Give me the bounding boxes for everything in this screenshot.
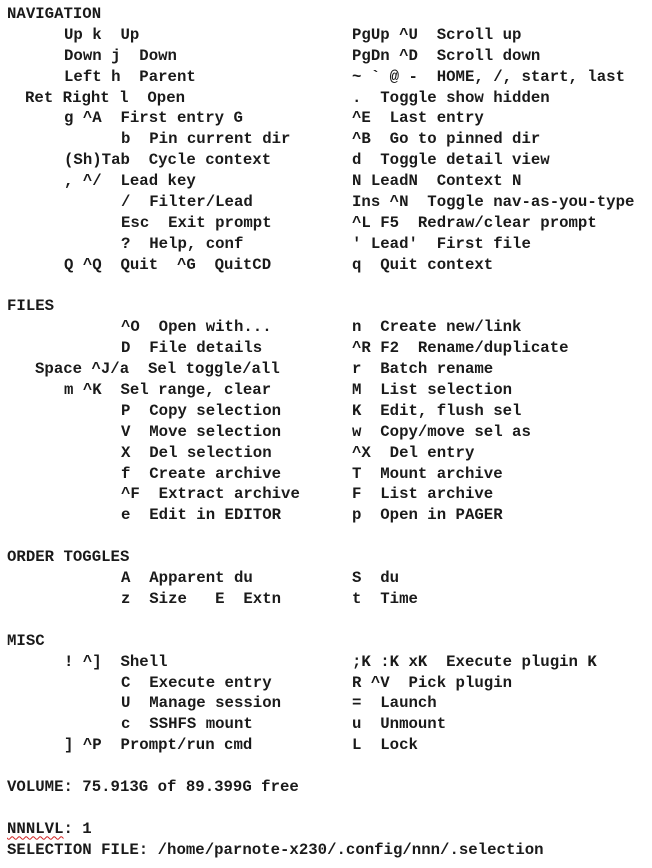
keybinding-row bbox=[0, 484, 652, 505]
keybinding-row bbox=[0, 652, 652, 673]
left-binding: f Create archive bbox=[121, 464, 282, 483]
right-binding: N LeadN Context N bbox=[352, 172, 522, 191]
keybinding-row bbox=[0, 422, 652, 443]
left-binding: , ^/ Lead key bbox=[64, 172, 196, 191]
left-binding: ] ^P Prompt/run cmd bbox=[64, 736, 253, 755]
right-binding: t Time bbox=[352, 589, 418, 608]
right-binding: ;K :K xK Execute plugin K bbox=[352, 652, 597, 671]
left-binding: (Sh)Tab Cycle context bbox=[64, 151, 272, 170]
right-binding: ^X Del entry bbox=[352, 443, 475, 462]
right-binding: r Batch rename bbox=[352, 360, 494, 379]
nnnlvl-value: : 1 bbox=[63, 819, 92, 838]
keybinding-row bbox=[0, 25, 652, 46]
section-title: ORDER TOGGLES bbox=[7, 548, 130, 567]
left-binding: ^F Extract archive bbox=[121, 485, 300, 504]
keybinding-row bbox=[0, 380, 652, 401]
keybinding-row bbox=[0, 338, 652, 359]
keybinding-row bbox=[0, 693, 652, 714]
right-binding: w Copy/move sel as bbox=[352, 422, 531, 441]
blank-line bbox=[0, 798, 652, 819]
left-binding: Q ^Q Quit ^G QuitCD bbox=[64, 255, 272, 274]
right-binding: . Toggle show hidden bbox=[352, 88, 550, 107]
section-title: FILES bbox=[7, 297, 55, 316]
keybinding-row bbox=[0, 129, 652, 150]
keybinding-row bbox=[0, 255, 652, 276]
right-binding: M List selection bbox=[352, 381, 513, 400]
left-binding: U Manage session bbox=[121, 694, 282, 713]
keybinding-row bbox=[0, 234, 652, 255]
right-binding: Ins ^N Toggle nav-as-you-type bbox=[352, 193, 635, 212]
left-binding: Ret Right l Open bbox=[25, 88, 186, 107]
left-binding: m ^K Sel range, clear bbox=[64, 381, 272, 400]
left-binding: ? Help, conf bbox=[121, 234, 244, 253]
right-binding: p Open in PAGER bbox=[352, 506, 503, 525]
section-header-navigation bbox=[0, 4, 652, 25]
right-binding: S du bbox=[352, 569, 400, 588]
left-binding: C Execute entry bbox=[121, 673, 272, 692]
volume-info bbox=[0, 777, 652, 798]
left-binding: Up k Up bbox=[64, 25, 140, 44]
blank-line bbox=[0, 610, 652, 631]
keybinding-row bbox=[0, 568, 652, 589]
keybinding-row bbox=[0, 67, 652, 88]
section-header-order-toggles bbox=[0, 547, 652, 568]
keybinding-row bbox=[0, 464, 652, 485]
section-title: NAVIGATION bbox=[7, 5, 102, 23]
left-binding: X Del selection bbox=[121, 443, 272, 462]
keybinding-row bbox=[0, 192, 652, 213]
keybinding-row bbox=[0, 401, 652, 422]
right-binding: u Unmount bbox=[352, 715, 447, 734]
left-binding: Space ^J/a Sel toggle/all bbox=[35, 360, 280, 379]
keybinding-row bbox=[0, 108, 652, 129]
left-binding: b Pin current dir bbox=[121, 130, 291, 149]
blank-line bbox=[0, 526, 652, 547]
keybinding-row bbox=[0, 505, 652, 526]
selection-file-info bbox=[0, 840, 652, 861]
left-binding: Left h Parent bbox=[64, 67, 196, 86]
keybinding-row bbox=[0, 317, 652, 338]
keybinding-row bbox=[0, 589, 652, 610]
left-binding: z Size E Extn bbox=[121, 589, 282, 608]
right-binding: ^E Last entry bbox=[352, 109, 484, 128]
volume-text: VOLUME: 75.913G of 89.399G free bbox=[7, 777, 299, 796]
left-binding: ^O Open with... bbox=[121, 318, 272, 337]
right-binding: ~ ` @ - HOME, /, start, last bbox=[352, 67, 626, 86]
nnnlvl-label: NNNLVL bbox=[7, 819, 64, 838]
nnnlvl-info bbox=[0, 819, 652, 840]
right-binding: K Edit, flush sel bbox=[352, 401, 522, 420]
left-binding: g ^A First entry G bbox=[64, 109, 243, 128]
section-title: MISC bbox=[7, 631, 45, 650]
section-header-misc bbox=[0, 631, 652, 652]
keybinding-row bbox=[0, 359, 652, 380]
keybinding-row bbox=[0, 46, 652, 67]
right-binding: d Toggle detail view bbox=[352, 151, 550, 170]
keybinding-row bbox=[0, 673, 652, 694]
right-binding: L Lock bbox=[352, 736, 418, 755]
right-binding: q Quit context bbox=[352, 255, 494, 274]
right-binding: F List archive bbox=[352, 485, 494, 504]
left-binding: A Apparent du bbox=[121, 569, 253, 588]
right-binding: PgDn ^D Scroll down bbox=[352, 46, 541, 65]
left-binding: Down j Down bbox=[64, 46, 177, 65]
right-binding: ^R F2 Rename/duplicate bbox=[352, 339, 569, 358]
left-binding: D File details bbox=[121, 339, 263, 358]
keybinding-row bbox=[0, 150, 652, 171]
right-binding: R ^V Pick plugin bbox=[352, 673, 513, 692]
right-binding: ' Lead' First file bbox=[352, 234, 531, 253]
section-header-files bbox=[0, 296, 652, 317]
left-binding: Esc Exit prompt bbox=[121, 213, 272, 232]
right-binding: = Launch bbox=[352, 694, 437, 713]
left-binding: ! ^] Shell bbox=[64, 652, 168, 671]
blank-line bbox=[0, 756, 652, 777]
right-binding: PgUp ^U Scroll up bbox=[352, 25, 522, 44]
keybinding-row bbox=[0, 443, 652, 464]
keybinding-row bbox=[0, 735, 652, 756]
left-binding: V Move selection bbox=[121, 422, 282, 441]
left-binding: c SSHFS mount bbox=[121, 715, 253, 734]
right-binding: ^B Go to pinned dir bbox=[352, 130, 541, 149]
selection-file-path: SELECTION FILE: /home/parnote-x230/.config/nnn/.selection bbox=[7, 840, 544, 859]
keybinding-row bbox=[0, 88, 652, 109]
keybinding-row bbox=[0, 171, 652, 192]
keybinding-row bbox=[0, 213, 652, 234]
left-binding: P Copy selection bbox=[121, 401, 282, 420]
right-binding: n Create new/link bbox=[352, 318, 522, 337]
right-binding: T Mount archive bbox=[352, 464, 503, 483]
left-binding: / Filter/Lead bbox=[121, 193, 253, 212]
keybinding-row bbox=[0, 714, 652, 735]
nnnlvl-line bbox=[7, 819, 92, 840]
right-binding: ^L F5 Redraw/clear prompt bbox=[352, 213, 597, 232]
left-binding: e Edit in EDITOR bbox=[121, 506, 282, 525]
blank-line bbox=[0, 276, 652, 297]
